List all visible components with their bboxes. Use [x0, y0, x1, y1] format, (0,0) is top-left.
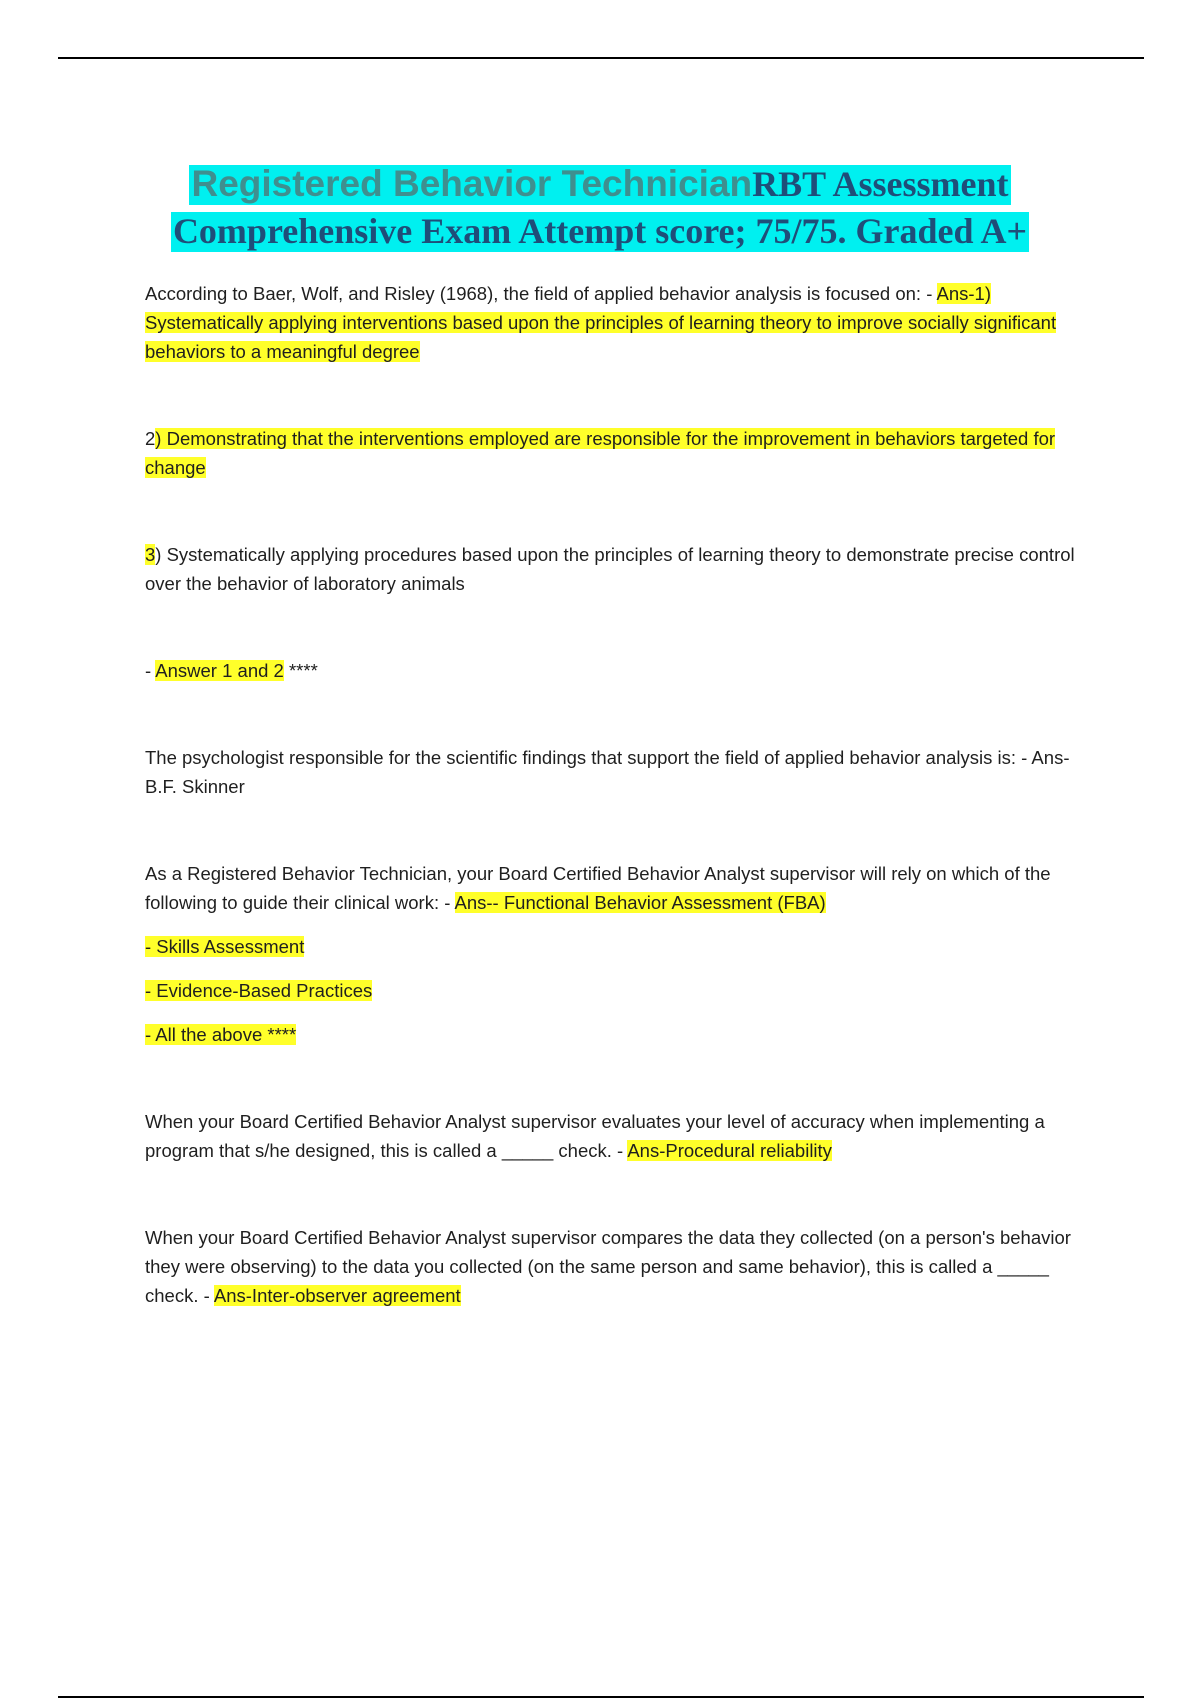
question-4-text: When your Board Certified Behavior Analyst supervisor evaluates your level of accuracy when implementing a program that s/he designed, this is called a _____ check. - [145, 1111, 1045, 1161]
question-1-final-answer [145, 656, 1095, 685]
bottom-rule [58, 1696, 1144, 1698]
option-3-text: ) Systematically applying procedures based upon the principles of learning theory to demonstrate precise control over the behavior of laboratory animals [145, 544, 1075, 594]
question-3 [145, 859, 1095, 917]
title-part-1: Registered Behavior Technician [191, 163, 753, 205]
question-1 [145, 279, 1095, 366]
option-3-number: 3 [145, 544, 156, 565]
option-2-number: 2 [145, 428, 156, 449]
document-body [145, 279, 1095, 1310]
question-4-answer: Ans-Procedural reliability [627, 1140, 832, 1161]
document-title [100, 161, 1100, 255]
question-5-answer: Ans-Inter-observer agreement [213, 1285, 461, 1306]
question-3-option [145, 1020, 1095, 1049]
option-text: - Skills Assessment [145, 936, 305, 957]
question-1-option-2 [145, 424, 1095, 482]
final-answer-suffix: **** [283, 660, 318, 681]
question-5 [145, 1223, 1095, 1310]
question-5-text: When your Board Certified Behavior Analyst supervisor compares the data they collected (on a person's behavior they were observing) to the data you collected (on the same person and same behavior), this is called a _____ check. - [145, 1227, 1071, 1306]
title-part-2: RBT Assessment Comprehensive Exam Attempt score; 75/75. Graded A+ [172, 164, 1028, 252]
final-answer-prefix: - [145, 660, 156, 681]
final-answer-text: Answer 1 and 2 [155, 660, 284, 681]
question-1-text: According to Baer, Wolf, and Risley (1968), the field of applied behavior analysis is focused on: - [145, 283, 937, 304]
option-text: - All the above **** [145, 1024, 297, 1045]
option-2-text: ) Demonstrating that the interventions employed are responsible for the improvement in behaviors targeted for change [145, 428, 1056, 478]
option-text: - Evidence-Based Practices [145, 980, 373, 1001]
question-3-option [145, 932, 1095, 961]
question-3-text: As a Registered Behavior Technician, your Board Certified Behavior Analyst supervisor will rely on which of the following to guide their clinical work: - [145, 863, 1051, 913]
question-1-option-3 [145, 540, 1095, 598]
question-3-option [145, 976, 1095, 1005]
question-3-answer: Ans-- Functional Behavior Assessment (FBA) [454, 892, 826, 913]
question-1-answer: Ans-1) Systematically applying interventions based upon the principles of learning theory to improve socially significant behaviors to a meaningful degree [145, 283, 1057, 362]
question-4 [145, 1107, 1095, 1165]
top-rule [58, 57, 1144, 59]
question-2: The psychologist responsible for the scientific findings that support the field of applied behavior analysis is: - Ans-B.F. Skinner [145, 747, 1070, 797]
